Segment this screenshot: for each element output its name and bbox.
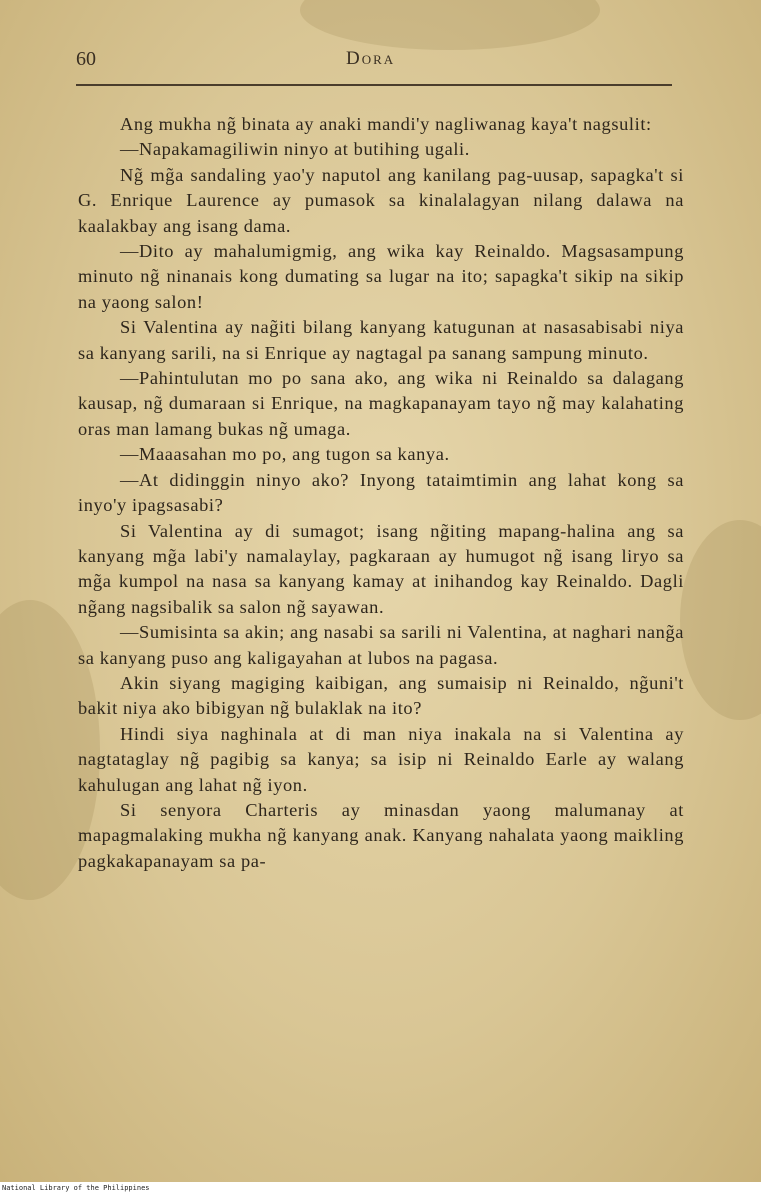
paragraph: Akin siyang magiging kaibigan, ang sumaisip ni Reinaldo, ng̃uni't bakit niya ako bibigyan ng̃ bulaklak na ito? bbox=[78, 672, 684, 719]
paper-stain bbox=[680, 520, 761, 720]
paragraph: —At didinggin ninyo ako? Inyong tataimtimin ang lahat kong sa inyo'y ipagsasabi? bbox=[78, 469, 684, 516]
paragraph: Si Valentina ay nag̃iti bilang kanyang katugunan at nasasabisabi niya sa kanyang sarili, na si Enrique ay nagtagal pa sanang sampung minuto. bbox=[78, 317, 684, 363]
paper-stain bbox=[300, 0, 600, 50]
paragraph: —Napakamagiliwin ninyo at butihing ugali. bbox=[120, 139, 470, 160]
paragraph: —Maaasahan mo po, ang tugon sa kanya. bbox=[120, 444, 450, 465]
paragraph: Ang mukha ng̃ binata ay anaki mandi'y nagliwanag kaya't nagsulit: bbox=[120, 114, 652, 134]
paragraph: Si senyora Charteris ay minasdan yaong malumanay at mapagmalaking mukha ng̃ kanyang anak. Kanyang nahalata yaong maikling pagkakapanayam sa pa- bbox=[78, 799, 684, 871]
header-rule bbox=[76, 84, 672, 86]
running-title: Dora bbox=[346, 48, 396, 69]
paragraph: —Dito ay mahalumigmig, ang wika kay Reinaldo. Magsasampung minuto ng̃ ninanais kong dumating sa lugar na ito; sapagka't sikip na sikip na yaong salon! bbox=[78, 241, 684, 312]
body-text bbox=[78, 112, 684, 874]
paragraph: Hindi siya naghinala at di man niya inakala na si Valentina ay nagtataglay ng̃ pagibig sa kanya; sa isip ni Reinaldo Earle ay walang kahulugan ang lahat ng̃ iyon. bbox=[78, 723, 684, 795]
paragraph: —Pahintulutan mo po sana ako, ang wika ni Reinaldo sa dalagang kausap, ng̃ dumaraan si Enrique, na magkapanayam tayo ng̃ may kalahating oras man lamang bukas ng̃ umaga. bbox=[78, 368, 684, 439]
paragraph: —Sumisinta sa akin; ang nasabi sa sarili ni Valentina, at naghari nang̃a sa kanyang puso ang kaligayahan at lubos na pagasa. bbox=[78, 622, 684, 668]
page-number: 60 bbox=[76, 48, 96, 70]
paragraph: Si Valentina ay di sumagot; isang ng̃iting mapang-halina ang sa kanyang mg̃a labi'y namalaylay, pagkaraan ay humugot ng̃ isang liryo sa mg̃a kumpol na nasa sa kanyang kamay at inihandog kay Reinaldo. Dagli ng̃ang nagsibalik sa salon ng̃ sayawan. bbox=[78, 520, 684, 617]
paragraph: Ng̃ mg̃a sandaling yao'y naputol ang kanilang pag-uusap, sapagka't si G. Enrique Laurence ay pumasok sa kinalalagyan nilang dalawa na kaalakbay ang isang dama. bbox=[78, 164, 684, 236]
library-credit: National Library of the Philippines bbox=[2, 1184, 150, 1192]
page-header bbox=[76, 44, 677, 76]
